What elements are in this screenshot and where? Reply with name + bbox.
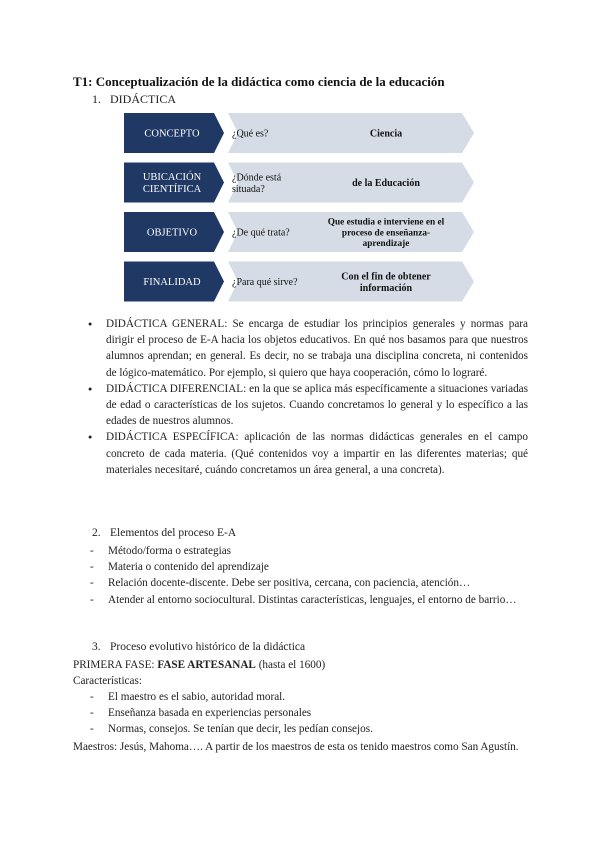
- concept-label: FINALIDAD: [143, 277, 201, 289]
- question-label: ¿De qué trata?: [232, 227, 290, 239]
- list-item: ● DIDÁCTICA DIFERENCIAL: en la que se aplica más específicamente a situaciones variadas de edad o características de los sujetos. Cuando concretamos lo general y lo específico a las edades de nuestros alumnos.: [88, 381, 528, 430]
- section-1-label: DIDÁCTICA: [110, 92, 176, 106]
- concept-label: OBJETIVO: [146, 227, 198, 239]
- document-title: T1: Conceptualización de la didáctica como ciencia de la educación: [73, 74, 445, 89]
- elements-list: [90, 543, 530, 608]
- list-item: ● DIDÁCTICA GENERAL: Se encarga de estudiar los principios generales y normas para dirigir el proceso de E-A hacia los objetos educativos. En qué nos basamos para que nuestros alumnos aprendan; en general. Es decir, no se trabaja una disciplina concreta, ni contenidos de lógico-matemático. Por ejemplo, si quiero que haya cooperación, cómo lo lograré.: [88, 316, 528, 381]
- list-item: - Método/forma o estrategias: [90, 543, 530, 559]
- phase-line: [73, 657, 530, 673]
- question-label: situada?: [232, 183, 265, 195]
- masters-paragraph: Maestros: Jesús, Mahoma…. A partir de los maestros de esta os tenido maestros como San Agustín.: [73, 741, 519, 753]
- list-item: ● DIDÁCTICA ESPECÍFICA: aplicación de las normas didácticas generales en el campo concreto de cada materia. (Qué contenidos voy a impartir en las diferentes materias; qué materiales necesitaré, cuándo concretamos un área general, a una concreta).: [88, 429, 528, 478]
- question-label: ¿Qué es?: [232, 128, 269, 140]
- answer-label: Que estudia e interviene en el: [327, 217, 445, 228]
- answer-label: aprendizaje: [362, 238, 410, 249]
- section-2-number: 2.: [92, 527, 101, 539]
- didactica-types-list: [88, 316, 528, 478]
- characteristics-list: [90, 689, 530, 738]
- phase-name: FASE ARTESANAL: [157, 659, 256, 671]
- question-label: ¿Dónde está: [232, 172, 282, 184]
- section-1-number: 1.: [92, 92, 101, 106]
- concept-label: UBICACIÓN: [142, 172, 202, 184]
- question-label: ¿Para qué sirve?: [232, 277, 298, 288]
- section-3-label: Proceso evolutivo histórico de la didáctica: [110, 641, 306, 653]
- list-item: - Atender al entorno sociocultural. Distintas características, lenguajes, el entorno de barrio…: [90, 592, 530, 608]
- concept-label: CONCEPTO: [144, 128, 200, 140]
- phase-suffix: (hasta el 1600): [255, 659, 326, 671]
- section-2-heading: [92, 527, 236, 539]
- section-1-heading: [92, 92, 176, 107]
- section-2-label: Elementos del proceso E-A: [110, 527, 237, 539]
- list-item: - Materia o contenido del aprendizaje: [90, 559, 530, 575]
- list-item: - Normas, consejos. Se tenían que decir, les pedían consejos.: [90, 721, 530, 737]
- section-3-heading: [92, 641, 305, 653]
- answer-label: Con el fin de obtener: [341, 271, 431, 283]
- list-item: - Relación docente-discente. Debe ser positiva, cercana, con paciencia, atención…: [90, 575, 530, 591]
- answer-label: proceso de enseñanza-: [341, 228, 431, 239]
- answer-label: de la Educación: [352, 178, 420, 189]
- answer-label: información: [359, 282, 413, 294]
- section-3-number: 3.: [92, 641, 101, 653]
- characteristics-label: Características:: [73, 675, 142, 687]
- list-item: - El maestro es el sabio, autoridad moral.: [90, 689, 530, 705]
- concept-label: CIENTÍFICA: [142, 184, 202, 196]
- list-item: - Enseñanza basada en experiencias personales: [90, 705, 530, 721]
- phase-prefix: PRIMERA FASE:: [73, 659, 158, 671]
- answer-label: Ciencia: [369, 128, 403, 140]
- didactica-diagram: [124, 112, 474, 304]
